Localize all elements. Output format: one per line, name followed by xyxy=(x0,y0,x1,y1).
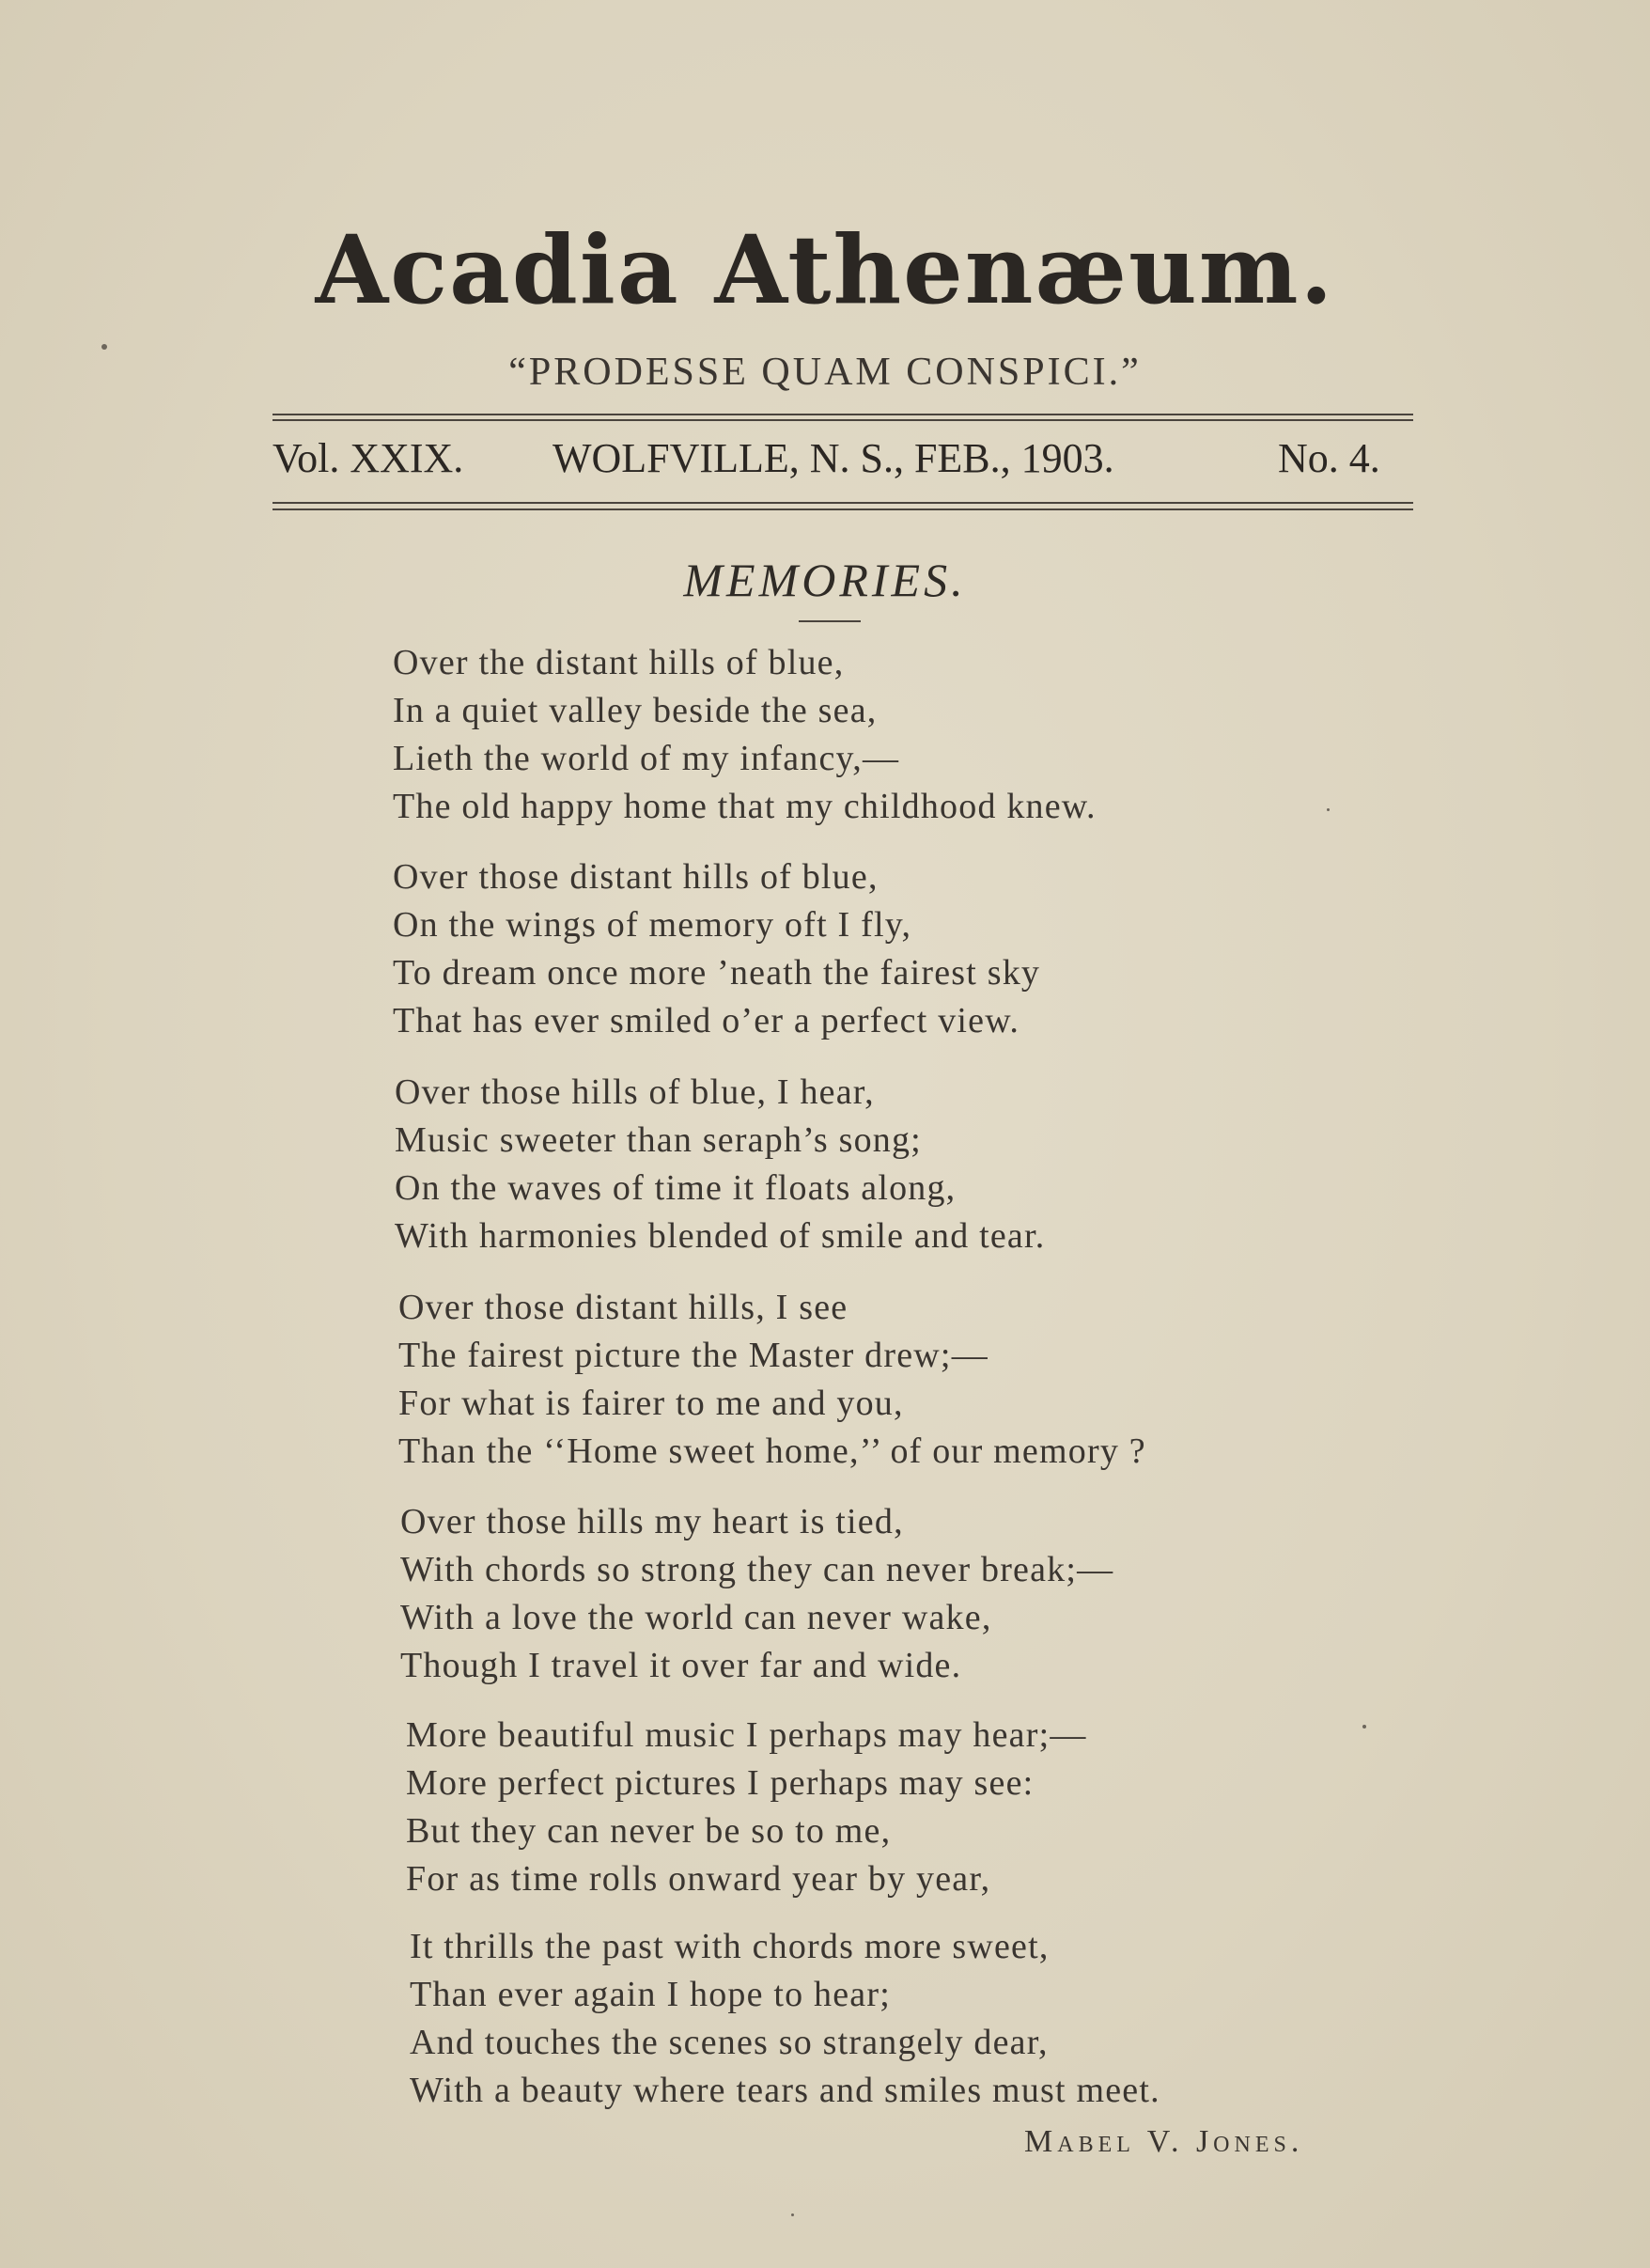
poem-line: With a love the world can never wake, xyxy=(400,1598,992,1637)
stanza-3 xyxy=(395,1069,1045,1260)
place-and-date: WOLFVILLE, N. S., FEB., 1903. xyxy=(553,435,1114,481)
paper-speck xyxy=(791,2213,794,2216)
poem-line: Over the distant hills of blue, xyxy=(393,643,845,682)
poem-line: With chords so strong they can never break;— xyxy=(400,1550,1114,1589)
poem-line: To dream once more ’neath the fairest sky xyxy=(393,953,1041,993)
volume-number: Vol. XXIX. xyxy=(272,435,464,481)
stanza-1 xyxy=(393,639,1097,831)
poem-line: Over those hills of blue, I hear, xyxy=(395,1072,875,1112)
poem-line: More perfect pictures I perhaps may see: xyxy=(406,1763,1035,1803)
paper-speck xyxy=(101,344,107,350)
masthead-motto: “PRODESSE QUAM CONSPICI.” xyxy=(508,351,1142,394)
stanza-6 xyxy=(406,1712,1087,1903)
paper-speck xyxy=(1362,1725,1366,1728)
poem-line: Lieth the world of my infancy,— xyxy=(393,739,900,778)
poem-line: Over those hills my heart is tied, xyxy=(400,1502,904,1541)
header-rule-bottom-2 xyxy=(272,508,1413,510)
poem-line: With harmonies blended of smile and tear. xyxy=(395,1216,1046,1256)
poem-line: Over those distant hills, I see xyxy=(398,1288,848,1327)
poem-line: The fairest picture the Master drew;— xyxy=(398,1336,988,1375)
poem-line: But they can never be so to me, xyxy=(406,1811,892,1851)
paper-speck xyxy=(1327,808,1330,811)
poem-line: On the waves of time it floats along, xyxy=(395,1168,957,1208)
poem-line: It thrills the past with chords more sweet, xyxy=(410,1927,1050,1966)
poem-title: MEMORIES. xyxy=(683,554,967,606)
poem-line: The old happy home that my childhood knew. xyxy=(393,787,1097,826)
poem-line: For as time rolls onward year by year, xyxy=(406,1859,991,1899)
title-underline xyxy=(799,620,861,622)
issue-line xyxy=(272,434,1413,494)
poem-line: That has ever smiled o’er a perfect view. xyxy=(393,1001,1020,1040)
header-rule-top-1 xyxy=(272,414,1413,415)
stanza-2 xyxy=(393,853,1040,1045)
poem-line: More beautiful music I perhaps may hear;— xyxy=(406,1715,1087,1755)
poem-line: Than the ‘‘Home sweet home,’’ of our memory ? xyxy=(398,1431,1146,1471)
author-byline: Mabel V. Jones. xyxy=(1024,2124,1304,2159)
poem-line: And touches the scenes so strangely dear, xyxy=(410,2023,1049,2062)
poem-line: With a beauty where tears and smiles must meet. xyxy=(410,2071,1160,2110)
poem-line: Than ever again I hope to hear; xyxy=(410,1975,891,2014)
poem-line: Over those distant hills of blue, xyxy=(393,857,879,897)
poem-line: Music sweeter than seraph’s song; xyxy=(395,1120,922,1160)
poem-line: For what is fairer to me and you, xyxy=(398,1384,904,1423)
header-rule-bottom-1 xyxy=(272,502,1413,504)
stanza-7 xyxy=(410,1923,1160,2115)
header-rule-top-2 xyxy=(272,419,1413,421)
issue-number: No. 4. xyxy=(1278,435,1380,481)
stanza-5 xyxy=(400,1498,1113,1690)
poem-line: Though I travel it over far and wide. xyxy=(400,1646,962,1685)
stanza-4 xyxy=(398,1284,1146,1476)
poem-line: In a quiet valley beside the sea, xyxy=(393,691,878,730)
poem-line: On the wings of memory oft I fly, xyxy=(393,905,912,945)
masthead-title: Acadia Athenæum. xyxy=(315,214,1335,325)
